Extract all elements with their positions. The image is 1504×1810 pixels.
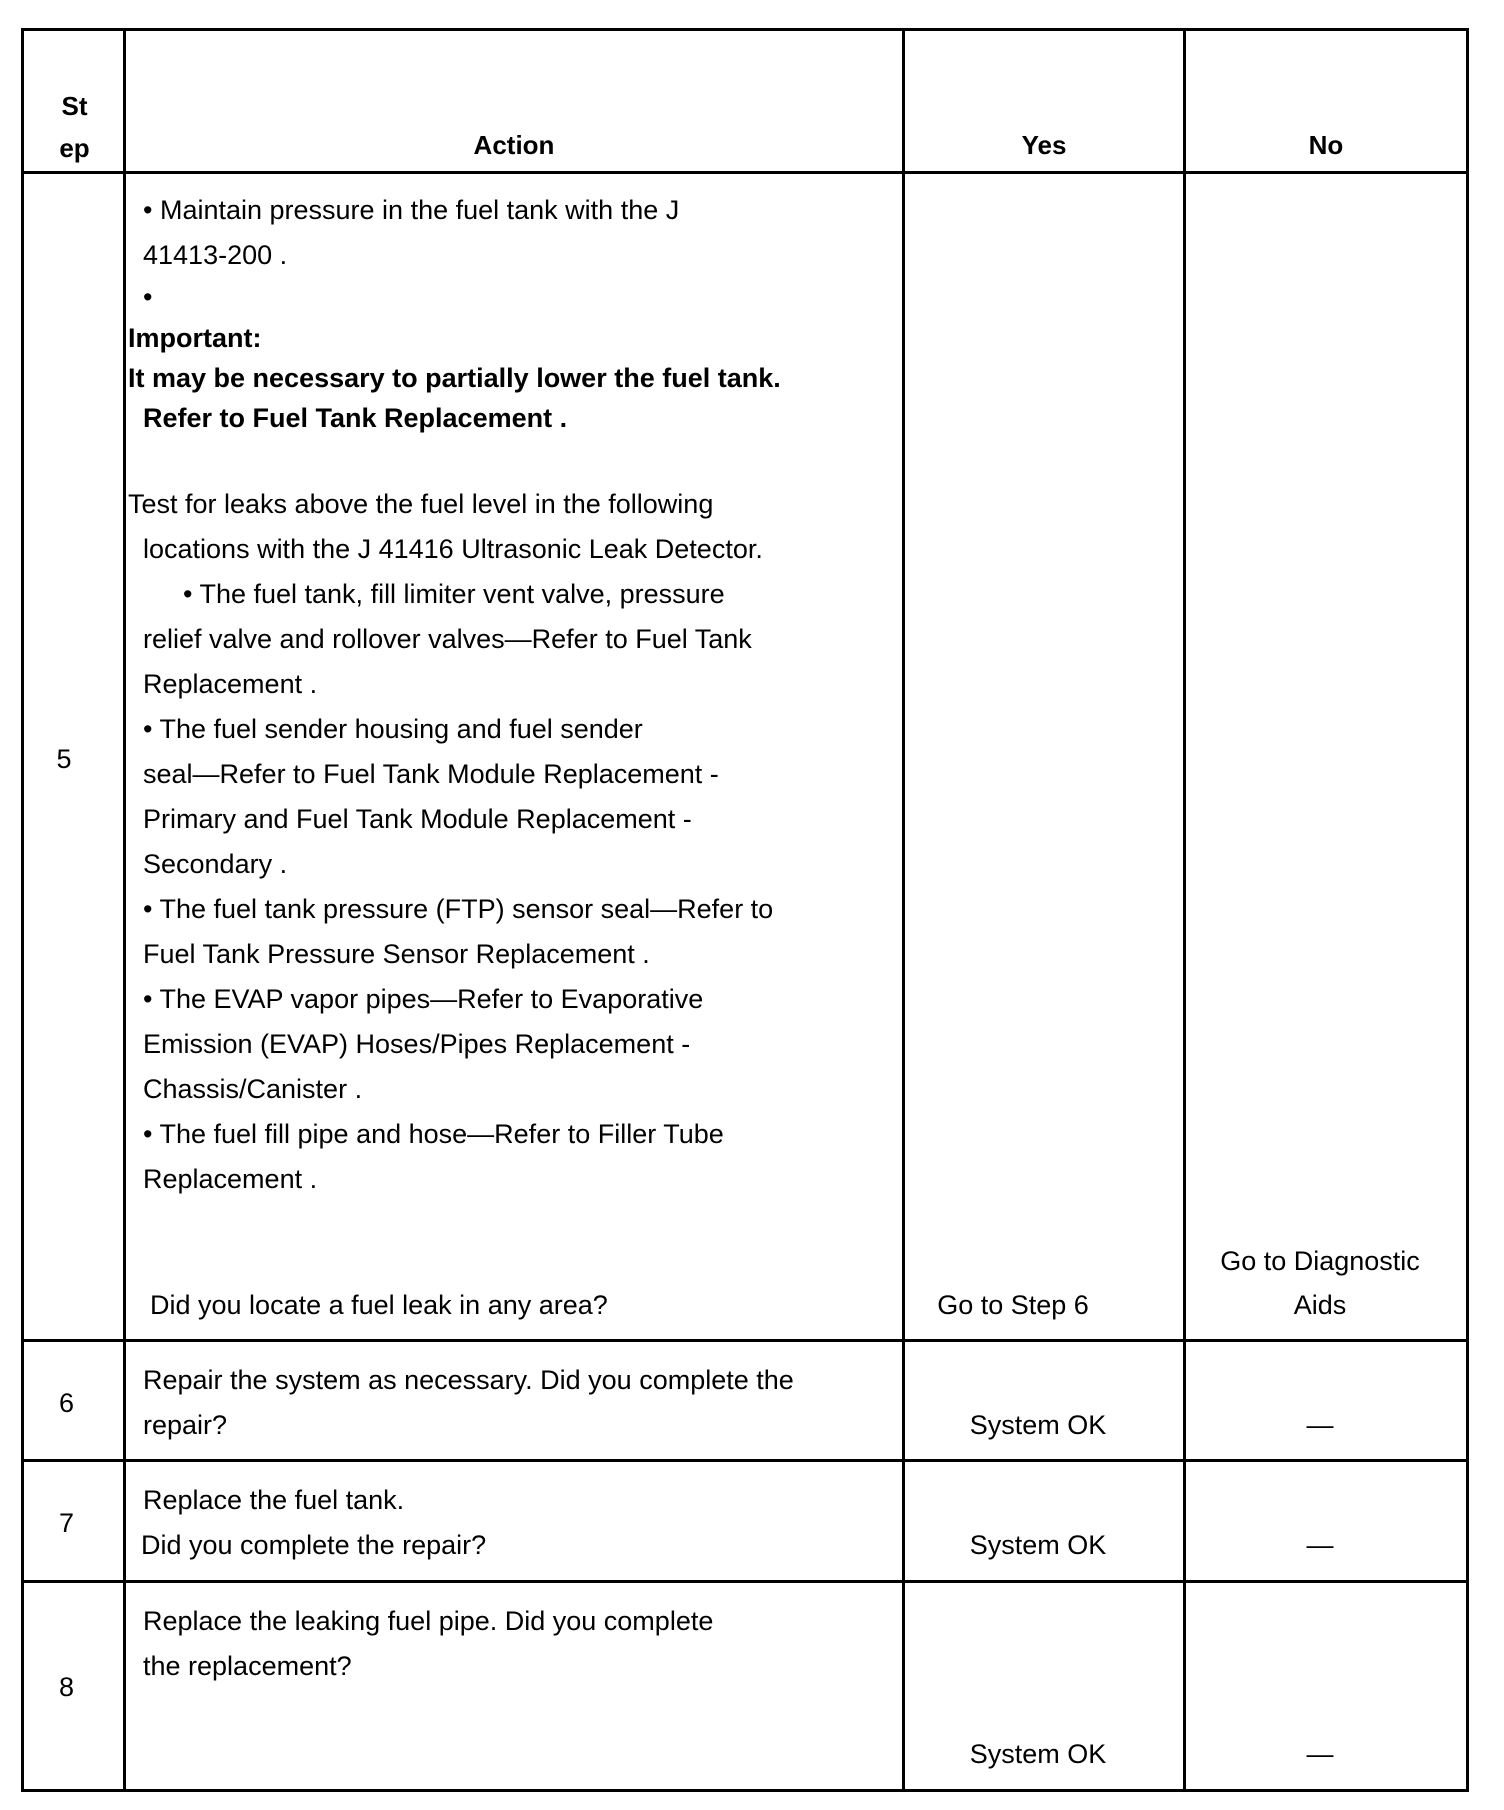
step-8-no-result: — (1306, 1739, 1334, 1769)
step-number: 5 (56, 744, 72, 774)
row-divider (21, 1459, 1469, 1462)
location-3-line-2: Fuel Tank Pressure Sensor Replacement . (143, 939, 650, 969)
step-8-action-line-2: the replacement? (143, 1651, 352, 1681)
step-6-no-result: — (1306, 1410, 1334, 1440)
step-number: 7 (58, 1508, 75, 1538)
location-1-line-3: Replacement . (143, 669, 318, 699)
step-5-yes-result: Go to Step 6 (937, 1290, 1089, 1320)
step-7-action-line-1: Replace the fuel tank. (143, 1485, 405, 1515)
test-instruction-line-1: Test for leaks above the fuel level in the following (128, 489, 714, 519)
header-divider (21, 171, 1469, 174)
location-5-line-2: Replacement . (143, 1164, 318, 1194)
table-border-right (1466, 28, 1469, 1792)
header-step (26, 85, 123, 169)
header-step-line1: St (61, 91, 88, 121)
location-1-line-2: relief valve and rollover valves—Refer to Fuel Tank (143, 624, 752, 654)
location-1-line-1: • The fuel tank, fill limiter vent valve, pressure (183, 579, 725, 609)
header-yes: Yes (1021, 130, 1067, 160)
step-7-no-result: — (1306, 1530, 1334, 1560)
important-label: Important: (128, 323, 262, 353)
column-divider-step-action (123, 28, 126, 1792)
location-2-line-4: Secondary . (143, 849, 288, 879)
action-bullet-1-line-2: 41413-200 . (143, 240, 288, 270)
location-5-line-1: • The fuel fill pipe and hose—Refer to Filler Tube (143, 1119, 724, 1149)
header-action: Action (473, 130, 555, 160)
row-divider (21, 1339, 1469, 1342)
location-4-line-2: Emission (EVAP) Hoses/Pipes Replacement - (143, 1029, 691, 1059)
step-6-action-line-1: Repair the system as necessary. Did you complete the (143, 1365, 794, 1395)
action-bullet-2: • (143, 282, 153, 312)
important-note-line-1: It may be necessary to partially lower the fuel tank. (128, 363, 781, 393)
important-note-line-2: Refer to Fuel Tank Replacement . (143, 403, 568, 433)
step-number: 8 (58, 1672, 75, 1702)
location-4-line-1: • The EVAP vapor pipes—Refer to Evaporative (143, 984, 704, 1014)
step-6-yes-result: System OK (969, 1410, 1107, 1440)
step-6-action-line-2: repair? (143, 1410, 228, 1440)
step-5-question: Did you locate a fuel leak in any area? (150, 1290, 608, 1320)
location-3-line-1: • The fuel tank pressure (FTP) sensor seal—Refer to (143, 894, 774, 924)
table-border-top (21, 28, 1469, 31)
step-number: 6 (58, 1388, 75, 1418)
step-7-action-line-2: Did you complete the repair? (141, 1530, 487, 1560)
step-8-action-line-1: Replace the leaking fuel pipe. Did you complete (143, 1606, 714, 1636)
location-2-line-3: Primary and Fuel Tank Module Replacement - (143, 804, 692, 834)
table-border-left (21, 28, 24, 1792)
action-bullet-1-line-1: • Maintain pressure in the fuel tank with the J (143, 195, 680, 225)
step-5-no-result-line-1: Go to Diagnostic (1220, 1246, 1420, 1276)
location-4-line-3: Chassis/Canister . (143, 1074, 363, 1104)
step-7-yes-result: System OK (969, 1530, 1107, 1560)
header-step-line2: ep (59, 133, 90, 163)
location-2-line-1: • The fuel sender housing and fuel sender (143, 714, 643, 744)
row-divider (21, 1580, 1469, 1583)
step-5-no-result-line-2: Aids (1293, 1290, 1347, 1320)
step-8-yes-result: System OK (969, 1739, 1107, 1769)
table-border-bottom (21, 1789, 1469, 1792)
test-instruction-line-2: locations with the J 41416 Ultrasonic Leak Detector. (143, 534, 763, 564)
header-no: No (1308, 130, 1344, 160)
location-2-line-2: seal—Refer to Fuel Tank Module Replacement - (143, 759, 719, 789)
